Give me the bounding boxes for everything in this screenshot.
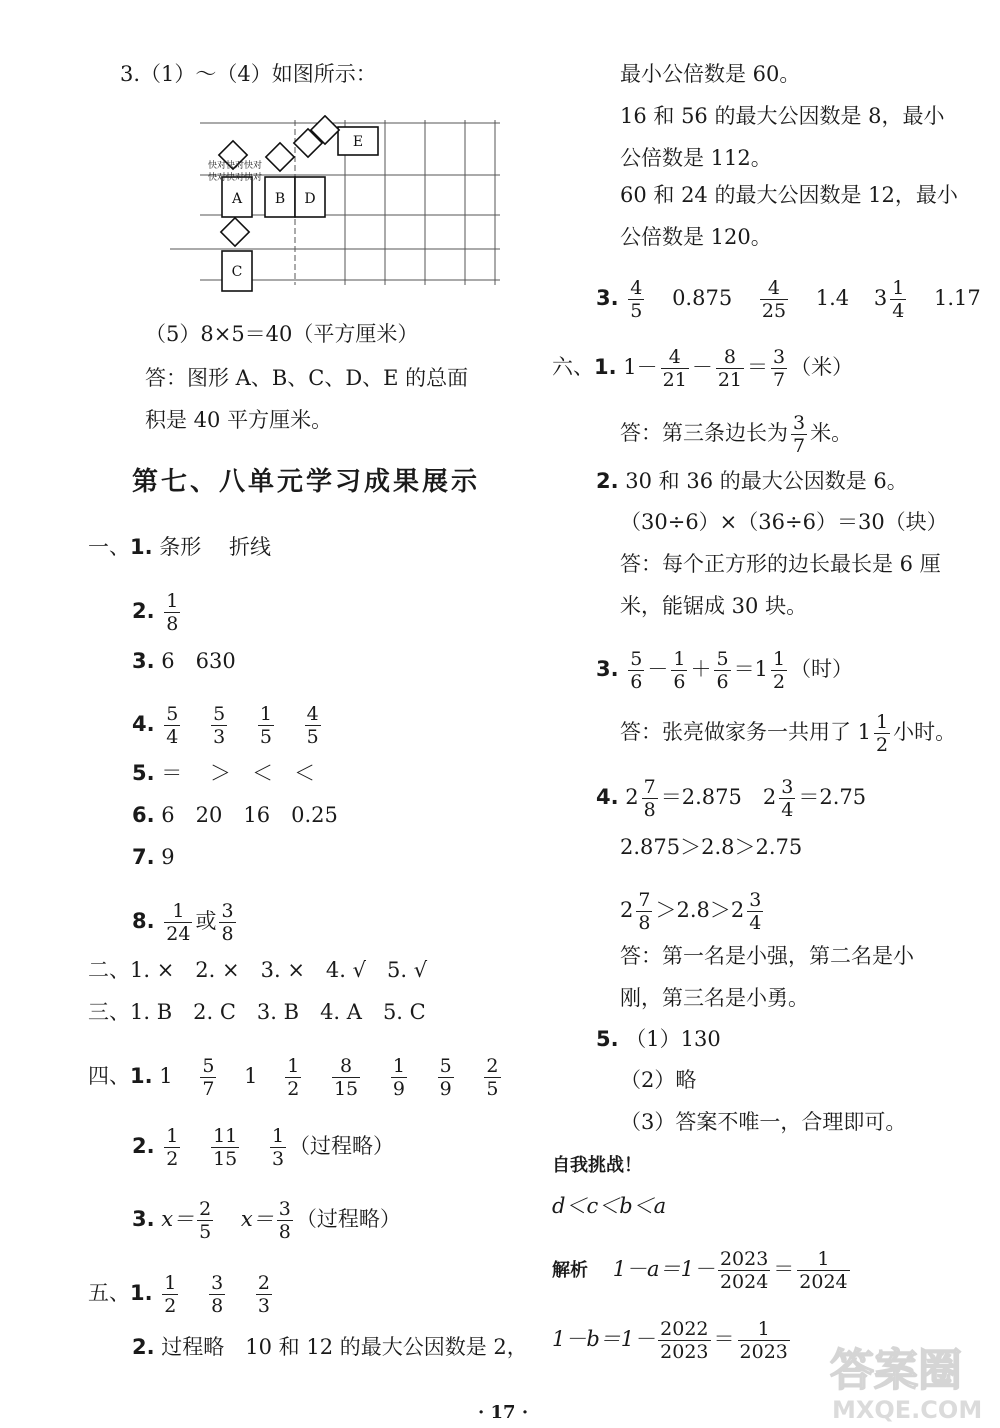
s6-q3: 3. $\frac{5}{6}$ － $\frac{1}{6}$ ＋ $\frac{5}{6}$ ＝1 $\frac{1}{2}$ （时） bbox=[596, 648, 854, 693]
s3-answers: 三、1. B 2. C 3. B 4. A 5. C bbox=[88, 1000, 426, 1024]
label-a: A bbox=[231, 191, 243, 207]
s4-q2: 2. $\frac{1}{2}$ $\frac{11}{15}$ $\frac{1}{3}$ （过程略） bbox=[132, 1125, 395, 1170]
label-b: B bbox=[274, 191, 286, 207]
r-line4: 60 和 24 的最大公因数是 12，最小 bbox=[620, 183, 958, 207]
s6-q4-answer1: 答：第一名是小强，第二名是小 bbox=[620, 944, 914, 968]
challenge-title: 自我挑战！ bbox=[552, 1155, 642, 1176]
s1-q3: 3. 6 630 bbox=[132, 649, 236, 673]
section-heading: 第七、八单元学习成果展示 bbox=[132, 467, 481, 497]
s4-q3: 3. x＝ $\frac{2}{5}$ x＝ $\frac{3}{8}$ （过程略） bbox=[132, 1198, 401, 1243]
s6-q1: 六、1. 1－ $\frac{4}{21}$ － $\frac{8}{21}$ ＝ $\frac{3}{7}$ （米） bbox=[552, 346, 854, 391]
s1-q7: 7. 9 bbox=[132, 845, 175, 869]
analysis-line1: 解析 1－a＝1－ $\frac{2023}{2024}$ ＝ $\frac{1}{2024}$ bbox=[552, 1248, 848, 1293]
q3-answer-line1: 答：图形 A、B、C、D、E 的总面 bbox=[145, 366, 469, 390]
s6-q2-answer1: 答：每个正方形的边长最长是 6 厘 bbox=[620, 552, 941, 576]
s1-q2: 2. $\frac{1}{8}$ bbox=[132, 590, 179, 635]
challenge-answer: d＜c＜b＜a bbox=[552, 1194, 667, 1218]
s6-q4-answer2: 刚，第三名是小勇。 bbox=[620, 986, 809, 1010]
analysis-line2: 1－b＝1－ $\frac{2022}{2023}$ ＝ $\frac{1}{2023}$ bbox=[552, 1318, 788, 1363]
s2-answers: 二、1. × 2. × 3. × 4. √ 5. √ bbox=[88, 958, 428, 982]
s1-q1: 一、1. 条形 折线 bbox=[88, 535, 271, 559]
s6-q2: 2. 30 和 36 的最大公因数是 6。 bbox=[596, 469, 908, 493]
r-line5: 公倍数是 120。 bbox=[620, 225, 772, 249]
s4-q1: 四、1. 1 $\frac{5}{7}$ 1 $\frac{1}{2}$ $\frac{8}{15}$ $\frac{1}{9}$ $\frac{5}{9}$ $\frac{2}{5}$ bbox=[88, 1055, 499, 1100]
s6-q2-answer2: 米，能锯成 30 块。 bbox=[620, 594, 808, 618]
page-number: · 17 · bbox=[478, 1402, 529, 1423]
s6-q3-answer: 答：张亮做家务一共用了 1 $\frac{1}{2}$ 小时。 bbox=[620, 711, 957, 756]
watermark-text: 答案圈 bbox=[830, 1345, 962, 1396]
r-line3: 公倍数是 112。 bbox=[620, 146, 772, 170]
q3-answer-line2: 积是 40 平方厘米。 bbox=[145, 408, 333, 432]
r-line2: 16 和 56 的最大公因数是 8，最小 bbox=[620, 104, 945, 128]
s6-q2-calc: （30÷6）×（36÷6）＝30（块） bbox=[620, 510, 948, 534]
shape-figure bbox=[170, 115, 500, 295]
s6-q4-compare2: 2 $\frac{7}{8}$ ＞2.8＞2 $\frac{3}{4}$ bbox=[620, 889, 762, 934]
q3-title: 3.（1）～（4）如图所示： bbox=[120, 62, 377, 86]
s5-q1: 五、1. $\frac{1}{2}$ $\frac{3}{8}$ $\frac{2}{3}$ bbox=[88, 1272, 270, 1317]
figure-note-1: 快对快对快对 bbox=[208, 161, 263, 171]
s6-q4: 4. 2 $\frac{7}{8}$ ＝2.875 2 $\frac{3}{4}$ ＝2.75 bbox=[596, 776, 867, 821]
s6-q1-answer: 答：第三条边长为 $\frac{3}{7}$ 米。 bbox=[620, 412, 853, 457]
r-q3: 3. $\frac{4}{5}$ 0.875 $\frac{4}{25}$ 1.4 3 $\frac{1}{4}$ 1.17 bbox=[596, 277, 981, 322]
s6-q5-part3: （3）答案不唯一，合理即可。 bbox=[620, 1110, 907, 1134]
label-c: C bbox=[231, 264, 243, 280]
s1-q4: 4. $\frac{5}{4}$ $\frac{5}{3}$ $\frac{1}{5}$ $\frac{4}{5}$ bbox=[132, 703, 319, 748]
s6-q5-part2: （2）略 bbox=[620, 1068, 697, 1092]
q3-part5: （5）8×5＝40（平方厘米） bbox=[145, 322, 419, 346]
label-d: D bbox=[304, 191, 316, 207]
s5-q2: 2. 过程略 10 和 12 的最大公因数是 2， bbox=[132, 1335, 528, 1359]
s6-q5-part1: 5. （1）130 bbox=[596, 1027, 721, 1051]
label-e: E bbox=[352, 134, 364, 150]
watermark-logo bbox=[820, 1330, 995, 1425]
s6-q4-compare: 2.875＞2.8＞2.75 bbox=[620, 835, 803, 859]
r-line1: 最小公倍数是 60。 bbox=[620, 62, 801, 86]
s1-q6: 6. 6 20 16 0.25 bbox=[132, 803, 338, 827]
watermark-url: MXQE.COM bbox=[832, 1396, 983, 1424]
s1-q8: 8. $\frac{1}{24}$ 或 $\frac{3}{8}$ bbox=[132, 900, 234, 945]
figure-note-2: 快对快对快对 bbox=[208, 173, 263, 183]
s1-q5: 5. ＝ ＞ ＜ ＜ bbox=[132, 761, 315, 785]
